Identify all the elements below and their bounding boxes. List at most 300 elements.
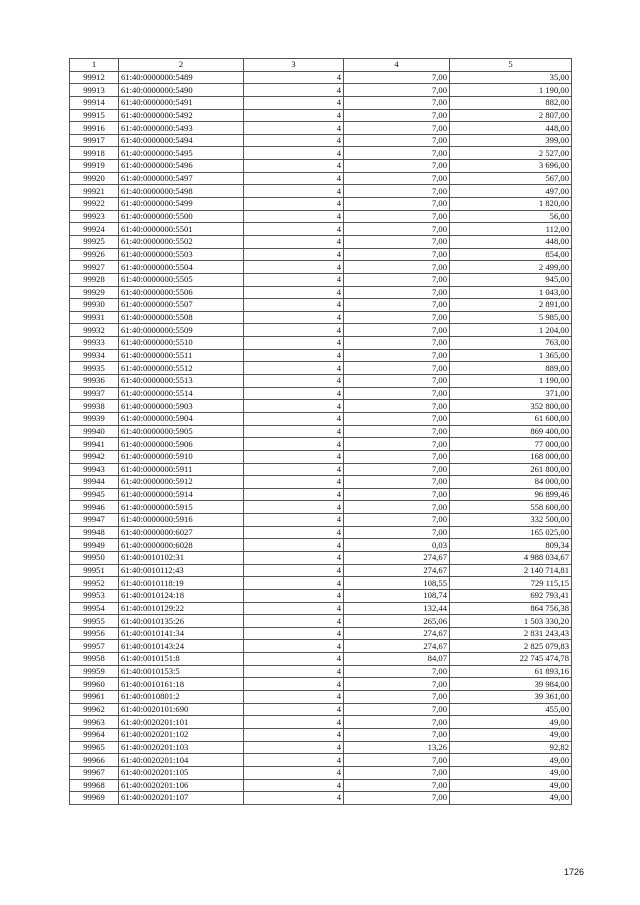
table-body (70, 59, 572, 805)
rate-cell: 7,00 (344, 223, 450, 236)
cadastral-number-cell: 61:40:0000000:5510 (119, 337, 244, 350)
category-cell: 4 (244, 109, 344, 122)
amount-cell: 4 988 034,67 (450, 551, 572, 564)
cadastral-number-cell: 61:40:0000000:5910 (119, 450, 244, 463)
rate-cell: 84,07 (344, 653, 450, 666)
row-number-cell: 99956 (70, 627, 119, 640)
cadastral-number-cell: 61:40:0000000:5906 (119, 438, 244, 451)
row-number-cell: 99964 (70, 728, 119, 741)
cadastral-number-cell: 61:40:0000000:5914 (119, 488, 244, 501)
amount-cell: 864 756,38 (450, 602, 572, 615)
amount-cell: 332 500,00 (450, 514, 572, 527)
rate-cell: 7,00 (344, 438, 450, 451)
category-cell: 4 (244, 728, 344, 741)
row-number-cell: 99936 (70, 375, 119, 388)
column-header: 3 (244, 59, 344, 72)
category-cell: 4 (244, 589, 344, 602)
category-cell: 4 (244, 665, 344, 678)
cadastral-number-cell: 61:40:0000000:5507 (119, 299, 244, 312)
table-row (70, 311, 572, 324)
table-row (70, 210, 572, 223)
cadastral-number-cell: 61:40:0000000:5499 (119, 198, 244, 211)
rate-cell: 7,00 (344, 235, 450, 248)
rate-cell: 7,00 (344, 792, 450, 805)
cadastral-number-cell: 61:40:0010118:19 (119, 577, 244, 590)
category-cell: 4 (244, 324, 344, 337)
cadastral-number-cell: 61:40:0020201:102 (119, 728, 244, 741)
table-row (70, 349, 572, 362)
category-cell: 4 (244, 160, 344, 173)
table-row (70, 412, 572, 425)
amount-cell: 2 807,00 (450, 109, 572, 122)
cadastral-number-cell: 61:40:0020201:104 (119, 754, 244, 767)
amount-cell: 1 204,00 (450, 324, 572, 337)
cadastral-number-cell: 61:40:0010161:18 (119, 678, 244, 691)
category-cell: 4 (244, 273, 344, 286)
row-number-cell: 99937 (70, 387, 119, 400)
row-number-cell: 99966 (70, 754, 119, 767)
table-row (70, 160, 572, 173)
table-row (70, 96, 572, 109)
row-number-cell: 99950 (70, 551, 119, 564)
category-cell: 4 (244, 248, 344, 261)
rate-cell: 7,00 (344, 362, 450, 375)
row-number-cell: 99948 (70, 526, 119, 539)
rate-cell: 7,00 (344, 450, 450, 463)
category-cell: 4 (244, 450, 344, 463)
row-number-cell: 99930 (70, 299, 119, 312)
amount-cell: 809,34 (450, 539, 572, 552)
rate-cell: 7,00 (344, 71, 450, 84)
table-row (70, 716, 572, 729)
table-row (70, 615, 572, 628)
category-cell: 4 (244, 678, 344, 691)
column-header: 1 (70, 59, 119, 72)
table-row (70, 691, 572, 704)
amount-cell: 882,00 (450, 96, 572, 109)
amount-cell: 22 745 474,78 (450, 653, 572, 666)
amount-cell: 352 800,00 (450, 400, 572, 413)
cadastral-number-cell: 61:40:0000000:5511 (119, 349, 244, 362)
cadastral-number-cell: 61:40:0020201:101 (119, 716, 244, 729)
table-row (70, 337, 572, 350)
amount-cell: 35,00 (450, 71, 572, 84)
row-number-cell: 99960 (70, 678, 119, 691)
amount-cell: 2 891,00 (450, 299, 572, 312)
row-number-cell: 99952 (70, 577, 119, 590)
amount-cell: 558 600,00 (450, 501, 572, 514)
cadastral-number-cell: 61:40:0000000:5911 (119, 463, 244, 476)
cadastral-number-cell: 61:40:0000000:5497 (119, 172, 244, 185)
cadastral-number-cell: 61:40:0000000:5495 (119, 147, 244, 160)
table-row (70, 273, 572, 286)
category-cell: 4 (244, 551, 344, 564)
rate-cell: 7,00 (344, 172, 450, 185)
rate-cell: 274,67 (344, 551, 450, 564)
amount-cell: 56,00 (450, 210, 572, 223)
row-number-cell: 99942 (70, 450, 119, 463)
rate-cell: 108,74 (344, 589, 450, 602)
rate-cell: 274,67 (344, 640, 450, 653)
amount-cell: 1 190,00 (450, 84, 572, 97)
rate-cell: 13,26 (344, 741, 450, 754)
rate-cell: 7,00 (344, 463, 450, 476)
category-cell: 4 (244, 476, 344, 489)
cadastral-number-cell: 61:40:0010153:5 (119, 665, 244, 678)
category-cell: 4 (244, 147, 344, 160)
table-row (70, 539, 572, 552)
cadastral-number-cell: 61:40:0010801:2 (119, 691, 244, 704)
category-cell: 4 (244, 703, 344, 716)
amount-cell: 77 000,00 (450, 438, 572, 451)
category-cell: 4 (244, 526, 344, 539)
amount-cell: 39 361,00 (450, 691, 572, 704)
row-number-cell: 99935 (70, 362, 119, 375)
row-number-cell: 99945 (70, 488, 119, 501)
rate-cell: 7,00 (344, 754, 450, 767)
category-cell: 4 (244, 122, 344, 135)
cadastral-number-cell: 61:40:0010112:43 (119, 564, 244, 577)
category-cell: 4 (244, 488, 344, 501)
row-number-cell: 99915 (70, 109, 119, 122)
rate-cell: 7,00 (344, 526, 450, 539)
row-number-cell: 99962 (70, 703, 119, 716)
table-row (70, 476, 572, 489)
amount-cell: 61 600,00 (450, 412, 572, 425)
amount-cell: 49,00 (450, 728, 572, 741)
rate-cell: 132,44 (344, 602, 450, 615)
amount-cell: 92,82 (450, 741, 572, 754)
table-row (70, 577, 572, 590)
amount-cell: 5 985,00 (450, 311, 572, 324)
row-number-cell: 99924 (70, 223, 119, 236)
category-cell: 4 (244, 198, 344, 211)
amount-cell: 39 984,00 (450, 678, 572, 691)
rate-cell: 0,03 (344, 539, 450, 552)
row-number-cell: 99929 (70, 286, 119, 299)
rate-cell: 7,00 (344, 273, 450, 286)
row-number-cell: 99925 (70, 235, 119, 248)
amount-cell: 763,00 (450, 337, 572, 350)
row-number-cell: 99946 (70, 501, 119, 514)
cadastral-number-cell: 61:40:0000000:5505 (119, 273, 244, 286)
cadastral-number-cell: 61:40:0000000:5493 (119, 122, 244, 135)
table-row (70, 501, 572, 514)
amount-cell: 61 893,16 (450, 665, 572, 678)
row-number-cell: 99939 (70, 412, 119, 425)
rate-cell: 7,00 (344, 122, 450, 135)
table-row (70, 463, 572, 476)
row-number-cell: 99947 (70, 514, 119, 527)
rate-cell: 7,00 (344, 514, 450, 527)
row-number-cell: 99944 (70, 476, 119, 489)
rate-cell: 7,00 (344, 728, 450, 741)
row-number-cell: 99916 (70, 122, 119, 135)
row-number-cell: 99961 (70, 691, 119, 704)
category-cell: 4 (244, 337, 344, 350)
table-row (70, 488, 572, 501)
data-table (69, 58, 572, 805)
category-cell: 4 (244, 172, 344, 185)
cadastral-number-cell: 61:40:0000000:5500 (119, 210, 244, 223)
amount-cell: 168 000,00 (450, 450, 572, 463)
cadastral-number-cell: 61:40:0000000:5496 (119, 160, 244, 173)
cadastral-number-cell: 61:40:0000000:5915 (119, 501, 244, 514)
category-cell: 4 (244, 134, 344, 147)
cadastral-number-cell: 61:40:0000000:5903 (119, 400, 244, 413)
amount-cell: 84 000,00 (450, 476, 572, 489)
table-row (70, 425, 572, 438)
cadastral-number-cell: 61:40:0000000:5492 (119, 109, 244, 122)
rate-cell: 265,06 (344, 615, 450, 628)
header-row (70, 59, 572, 72)
rate-cell: 7,00 (344, 286, 450, 299)
table-row (70, 627, 572, 640)
row-number-cell: 99918 (70, 147, 119, 160)
row-number-cell: 99967 (70, 766, 119, 779)
table-row (70, 653, 572, 666)
amount-cell: 49,00 (450, 779, 572, 792)
row-number-cell: 99959 (70, 665, 119, 678)
row-number-cell: 99933 (70, 337, 119, 350)
category-cell: 4 (244, 210, 344, 223)
category-cell: 4 (244, 438, 344, 451)
category-cell: 4 (244, 387, 344, 400)
table-row (70, 122, 572, 135)
category-cell: 4 (244, 514, 344, 527)
category-cell: 4 (244, 349, 344, 362)
row-number-cell: 99912 (70, 71, 119, 84)
row-number-cell: 99926 (70, 248, 119, 261)
row-number-cell: 99914 (70, 96, 119, 109)
table-row (70, 147, 572, 160)
category-cell: 4 (244, 792, 344, 805)
amount-cell: 96 899,46 (450, 488, 572, 501)
cadastral-number-cell: 61:40:0010141:34 (119, 627, 244, 640)
table-row (70, 198, 572, 211)
table-row (70, 324, 572, 337)
table-row (70, 551, 572, 564)
table-row (70, 223, 572, 236)
row-number-cell: 99949 (70, 539, 119, 552)
table-row (70, 602, 572, 615)
rate-cell: 7,00 (344, 691, 450, 704)
cadastral-number-cell: 61:40:0010151:8 (119, 653, 244, 666)
cadastral-number-cell: 61:40:0020201:106 (119, 779, 244, 792)
category-cell: 4 (244, 716, 344, 729)
row-number-cell: 99968 (70, 779, 119, 792)
row-number-cell: 99940 (70, 425, 119, 438)
cadastral-number-cell: 61:40:0000000:5912 (119, 476, 244, 489)
table-row (70, 514, 572, 527)
amount-cell: 2 140 714,81 (450, 564, 572, 577)
cadastral-number-cell: 61:40:0000000:5491 (119, 96, 244, 109)
table-row (70, 84, 572, 97)
amount-cell: 49,00 (450, 754, 572, 767)
cadastral-number-cell: 61:40:0020201:105 (119, 766, 244, 779)
rate-cell: 7,00 (344, 311, 450, 324)
category-cell: 4 (244, 299, 344, 312)
amount-cell: 1 820,00 (450, 198, 572, 211)
amount-cell: 1 503 330,20 (450, 615, 572, 628)
cadastral-number-cell: 61:40:0000000:6028 (119, 539, 244, 552)
cadastral-number-cell: 61:40:0020101:690 (119, 703, 244, 716)
amount-cell: 889,00 (450, 362, 572, 375)
table-row (70, 665, 572, 678)
rate-cell: 274,67 (344, 627, 450, 640)
cadastral-number-cell: 61:40:0010124:18 (119, 589, 244, 602)
rate-cell: 7,00 (344, 375, 450, 388)
category-cell: 4 (244, 261, 344, 274)
amount-cell: 455,00 (450, 703, 572, 716)
amount-cell: 49,00 (450, 716, 572, 729)
cadastral-number-cell: 61:40:0000000:6027 (119, 526, 244, 539)
cadastral-number-cell: 61:40:0000000:5503 (119, 248, 244, 261)
table-row (70, 766, 572, 779)
row-number-cell: 99955 (70, 615, 119, 628)
table-row (70, 172, 572, 185)
rate-cell: 7,00 (344, 185, 450, 198)
row-number-cell: 99932 (70, 324, 119, 337)
rate-cell: 7,00 (344, 412, 450, 425)
table-row (70, 741, 572, 754)
table-row (70, 387, 572, 400)
amount-cell: 854,00 (450, 248, 572, 261)
category-cell: 4 (244, 362, 344, 375)
table-row (70, 134, 572, 147)
category-cell: 4 (244, 375, 344, 388)
table-row (70, 728, 572, 741)
category-cell: 4 (244, 71, 344, 84)
amount-cell: 729 115,15 (450, 577, 572, 590)
cadastral-number-cell: 61:40:0000000:5508 (119, 311, 244, 324)
table-row (70, 678, 572, 691)
cadastral-number-cell: 61:40:0000000:5489 (119, 71, 244, 84)
category-cell: 4 (244, 185, 344, 198)
cadastral-number-cell: 61:40:0000000:5513 (119, 375, 244, 388)
row-number-cell: 99913 (70, 84, 119, 97)
rate-cell: 7,00 (344, 779, 450, 792)
rate-cell: 7,00 (344, 476, 450, 489)
table-row (70, 261, 572, 274)
row-number-cell: 99920 (70, 172, 119, 185)
table-row (70, 286, 572, 299)
page-number: 1726 (563, 867, 584, 877)
cadastral-number-cell: 61:40:0000000:5506 (119, 286, 244, 299)
row-number-cell: 99923 (70, 210, 119, 223)
amount-cell: 399,00 (450, 134, 572, 147)
rate-cell: 7,00 (344, 210, 450, 223)
category-cell: 4 (244, 311, 344, 324)
cadastral-number-cell: 61:40:0000000:5904 (119, 412, 244, 425)
table-row (70, 71, 572, 84)
category-cell: 4 (244, 286, 344, 299)
amount-cell: 2 831 243,43 (450, 627, 572, 640)
rate-cell: 7,00 (344, 716, 450, 729)
rate-cell: 7,00 (344, 324, 450, 337)
amount-cell: 261 800,00 (450, 463, 572, 476)
table-row (70, 589, 572, 602)
table-row (70, 754, 572, 767)
table-row (70, 640, 572, 653)
amount-cell: 165 025,00 (450, 526, 572, 539)
amount-cell: 3 696,00 (450, 160, 572, 173)
category-cell: 4 (244, 602, 344, 615)
cadastral-number-cell: 61:40:0000000:5501 (119, 223, 244, 236)
amount-cell: 49,00 (450, 766, 572, 779)
cadastral-number-cell: 61:40:0000000:5494 (119, 134, 244, 147)
amount-cell: 869 400,00 (450, 425, 572, 438)
row-number-cell: 99928 (70, 273, 119, 286)
row-number-cell: 99954 (70, 602, 119, 615)
cadastral-number-cell: 61:40:0010143:24 (119, 640, 244, 653)
amount-cell: 448,00 (450, 122, 572, 135)
row-number-cell: 99957 (70, 640, 119, 653)
column-header: 5 (450, 59, 572, 72)
rate-cell: 7,00 (344, 766, 450, 779)
row-number-cell: 99927 (70, 261, 119, 274)
row-number-cell: 99921 (70, 185, 119, 198)
rate-cell: 7,00 (344, 299, 450, 312)
rate-cell: 7,00 (344, 84, 450, 97)
category-cell: 4 (244, 754, 344, 767)
category-cell: 4 (244, 235, 344, 248)
rate-cell: 7,00 (344, 425, 450, 438)
rate-cell: 7,00 (344, 261, 450, 274)
rate-cell: 7,00 (344, 400, 450, 413)
rate-cell: 7,00 (344, 198, 450, 211)
category-cell: 4 (244, 741, 344, 754)
category-cell: 4 (244, 84, 344, 97)
table-row (70, 703, 572, 716)
rate-cell: 7,00 (344, 501, 450, 514)
row-number-cell: 99951 (70, 564, 119, 577)
table-row (70, 526, 572, 539)
category-cell: 4 (244, 400, 344, 413)
row-number-cell: 99969 (70, 792, 119, 805)
cadastral-number-cell: 61:40:0000000:5490 (119, 84, 244, 97)
row-number-cell: 99958 (70, 653, 119, 666)
rate-cell: 108,55 (344, 577, 450, 590)
rate-cell: 7,00 (344, 488, 450, 501)
row-number-cell: 99938 (70, 400, 119, 413)
rate-cell: 7,00 (344, 96, 450, 109)
cadastral-number-cell: 61:40:0000000:5498 (119, 185, 244, 198)
table-row (70, 362, 572, 375)
rate-cell: 7,00 (344, 349, 450, 362)
table-row (70, 438, 572, 451)
cadastral-number-cell: 61:40:0000000:5502 (119, 235, 244, 248)
category-cell: 4 (244, 640, 344, 653)
category-cell: 4 (244, 766, 344, 779)
rate-cell: 7,00 (344, 109, 450, 122)
column-header: 2 (119, 59, 244, 72)
table-row (70, 248, 572, 261)
amount-cell: 567,00 (450, 172, 572, 185)
rate-cell: 7,00 (344, 337, 450, 350)
table-row (70, 235, 572, 248)
row-number-cell: 99941 (70, 438, 119, 451)
amount-cell: 371,00 (450, 387, 572, 400)
category-cell: 4 (244, 691, 344, 704)
rate-cell: 7,00 (344, 248, 450, 261)
amount-cell: 2 527,00 (450, 147, 572, 160)
row-number-cell: 99965 (70, 741, 119, 754)
cadastral-number-cell: 61:40:0000000:5512 (119, 362, 244, 375)
row-number-cell: 99922 (70, 198, 119, 211)
rate-cell: 7,00 (344, 134, 450, 147)
cadastral-number-cell: 61:40:0010102:31 (119, 551, 244, 564)
